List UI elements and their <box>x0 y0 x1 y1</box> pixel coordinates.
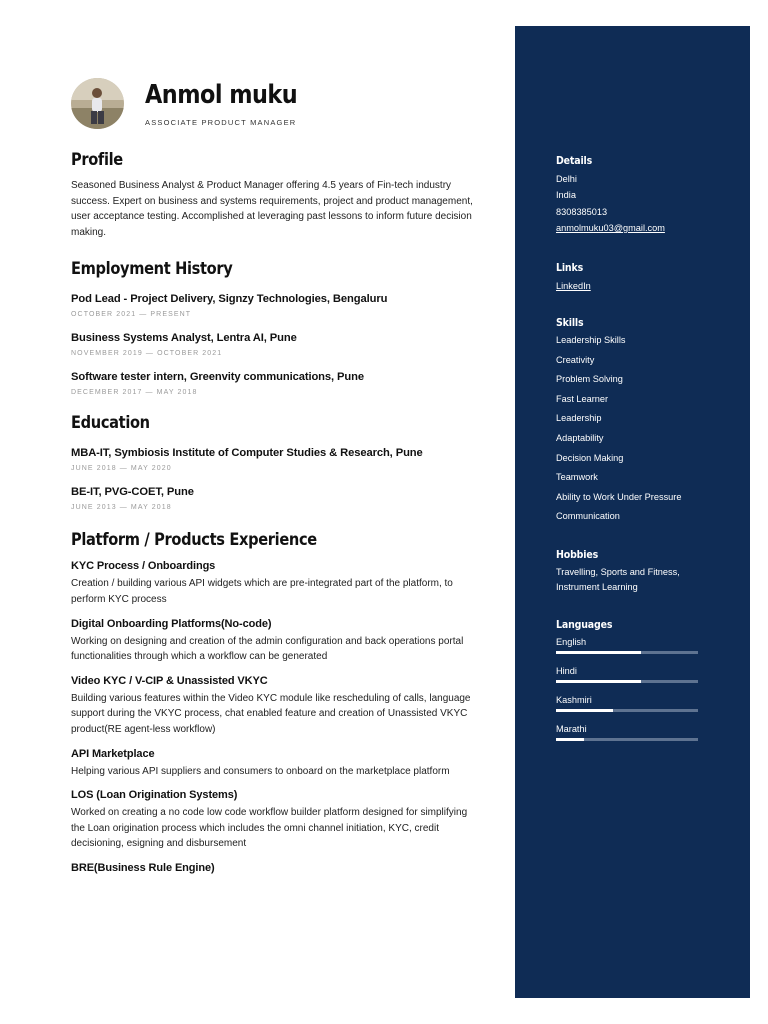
details-section <box>556 154 731 236</box>
platform-section <box>71 530 483 874</box>
employment-section <box>71 259 483 396</box>
languages-list <box>556 637 731 741</box>
degree-dates: JUNE 2018 — MAY 2020 <box>71 465 172 473</box>
product-name: Video KYC / V-CIP & Unassisted VKYC <box>71 674 268 687</box>
language-name: Kashmiri <box>556 695 592 705</box>
profile-heading: Profile <box>71 150 123 170</box>
product-entry <box>71 789 483 852</box>
language-level-fill <box>556 738 584 741</box>
job-dates: DECEMBER 2017 — MAY 2018 <box>71 389 198 397</box>
language-item <box>556 724 731 741</box>
language-name: Hindi <box>556 666 577 676</box>
job-dates: NOVEMBER 2019 — OCTOBER 2021 <box>71 350 223 358</box>
skill-item: Communication <box>556 511 620 522</box>
skill-item: Leadership <box>556 413 602 424</box>
avatar-image <box>71 78 124 129</box>
language-name: Marathi <box>556 724 587 734</box>
candidate-job-title: ASSOCIATE PRODUCT MANAGER <box>145 118 297 127</box>
hobbies-text: Travelling, Sports and Fitness, Instrument Learning <box>556 567 680 592</box>
skill-item: Leadership Skills <box>556 335 626 345</box>
languages-section <box>556 618 731 741</box>
resume-header <box>71 78 491 130</box>
employment-heading: Employment History <box>71 259 233 280</box>
skill-item: Problem Solving <box>556 374 623 385</box>
product-description: Helping various API suppliers and consumers to onboard on the marketplace platform <box>71 765 450 777</box>
product-description: Creation / building various API widgets which are pre-integrated part of the platform, to perform KYC process <box>71 578 453 605</box>
links-section <box>556 261 731 294</box>
main-column <box>71 150 483 874</box>
employment-entry <box>71 293 483 318</box>
degree: BE-IT, PVG-COET, Pune <box>71 486 194 499</box>
language-item <box>556 666 731 683</box>
language-name: English <box>556 637 587 647</box>
skills-section <box>556 316 731 527</box>
product-name: Digital Onboarding Platforms(No-code) <box>71 617 272 630</box>
job-role: Business Systems Analyst, Lentra AI, Pune <box>71 332 297 345</box>
language-level-bar <box>556 709 698 712</box>
skills-heading: Skills <box>556 316 584 329</box>
degree: MBA-IT, Symbiosis Institute of Computer Studies & Research, Pune <box>71 447 423 460</box>
hobbies-heading: Hobbies <box>556 548 599 561</box>
skill-item: Fast Learner <box>556 393 609 404</box>
degree-dates: JUNE 2013 — MAY 2018 <box>71 504 172 512</box>
product-description: Working on designing and creation of the admin configuration and back operations portal functionalities through which a workflow can be generated <box>71 635 464 663</box>
platform-heading: Platform / Products Experience <box>71 530 317 551</box>
product-description: Worked on creating a no code low code workflow builder platform designed for simplifying the Loan origination process which includes the omni channel initiation, KYC, credit decisioning, esigning and disbursement <box>71 807 468 850</box>
product-entry <box>71 618 483 665</box>
skill-item: Adaptability <box>556 432 604 443</box>
job-role: Pod Lead - Project Delivery, Signzy Technologies, Bengaluru <box>71 293 388 306</box>
language-level-fill <box>556 651 641 654</box>
product-entry <box>71 748 483 780</box>
product-entry <box>71 675 483 738</box>
details-heading: Details <box>556 154 593 167</box>
language-item <box>556 695 731 712</box>
hobbies-section <box>556 548 731 594</box>
education-heading: Education <box>71 413 150 434</box>
employment-entry <box>71 371 483 396</box>
language-item <box>556 637 731 654</box>
details-city: Delhi <box>556 174 577 184</box>
details-country: India <box>556 190 576 201</box>
employment-entry <box>71 332 483 357</box>
skill-item: Ability to Work Under Pressure <box>556 491 682 502</box>
profile-section <box>71 150 483 240</box>
skill-item: Creativity <box>556 354 595 365</box>
profile-photo <box>71 78 124 129</box>
languages-heading: Languages <box>556 618 613 631</box>
product-entry <box>71 560 483 607</box>
skill-item: Teamwork <box>556 472 598 483</box>
skills-list <box>556 331 731 527</box>
education-entry <box>71 486 483 511</box>
language-level-bar <box>556 738 698 741</box>
product-description: Building various features within the Video KYC module like rescheduling of calls, language support during the VKYC process, chat enabled feature and creation of Unassisted VKYC product(RE agent-less workflow) <box>71 692 471 735</box>
language-level-bar <box>556 680 698 683</box>
linkedin-link[interactable]: LinkedIn <box>556 281 591 291</box>
product-name: LOS (Loan Origination Systems) <box>71 789 238 802</box>
links-heading: Links <box>556 261 584 274</box>
candidate-name: Anmol muku <box>145 80 298 110</box>
profile-summary: Seasoned Business Analyst & Product Manager offering 4.5 years of Fin-tech industry success. Expert on business and systems requirements, project and product management, user acceptance testing. Accomplished at leveraging past lessons to inform future decision making. <box>71 180 473 238</box>
product-name: API Marketplace <box>71 747 155 760</box>
job-dates: OCTOBER 2021 — PRESENT <box>71 311 192 319</box>
product-entry <box>71 862 483 874</box>
language-level-fill <box>556 709 613 712</box>
language-level-bar <box>556 651 698 654</box>
language-level-fill <box>556 680 641 683</box>
product-name: KYC Process / Onboardings <box>71 560 216 573</box>
education-section <box>71 413 483 511</box>
sidebar <box>515 26 750 998</box>
job-role: Software tester intern, Greenvity communications, Pune <box>71 371 365 384</box>
skill-item: Decision Making <box>556 452 624 463</box>
details-email-link[interactable]: anmolmuku03@gmail.com <box>556 222 665 233</box>
product-name: BRE(Business Rule Engine) <box>71 861 215 874</box>
education-entry <box>71 447 483 472</box>
details-phone: 8308385013 <box>556 206 608 217</box>
